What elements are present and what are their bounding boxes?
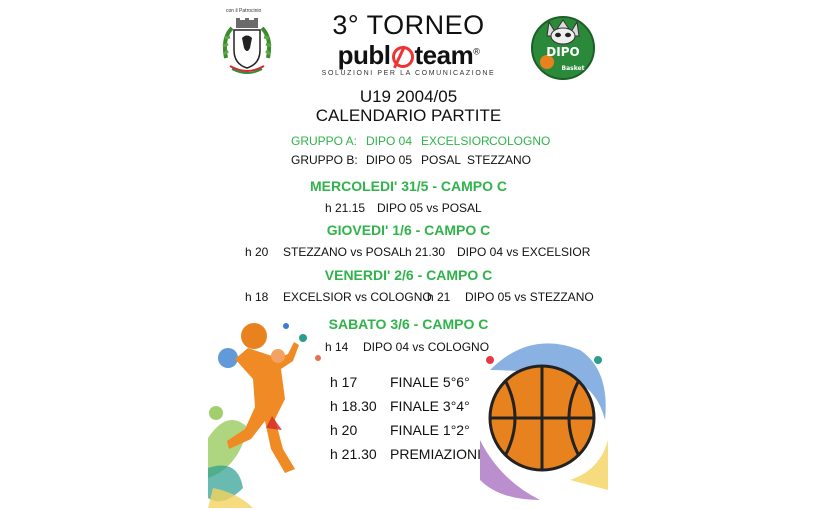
club-logo-sub: Basket [561,65,585,72]
match-time: h 20 [245,245,269,259]
match-time: h 18 [245,290,269,304]
match-teams: DIPO 04 vs EXCELSIOR [457,245,591,259]
match-time: h 21.15 [325,201,366,215]
match-time: h 21 [427,290,451,304]
group-a-label: GRUPPO A: [291,134,358,148]
final-time: h 21.30 [330,446,377,462]
club-logo-icon [529,14,597,80]
final-time: h 20 [330,422,358,438]
group-a-team: EXCELSIOR [421,134,490,148]
group-b-team: DIPO 05 [366,153,413,167]
match-teams: STEZZANO vs POSAL [283,245,406,259]
crest-caption: con il Patrocinio [226,8,262,14]
match-teams: EXCELSIOR vs COLOGNO [283,290,432,304]
day-heading: MERCOLEDI' 31/5 - CAMPO C [309,178,508,194]
group-b-team: POSAL [421,153,462,167]
group-a-team: DIPO 04 [366,134,413,148]
match-teams: DIPO 05 vs STEZZANO [465,290,594,304]
tournament-title: 3° TORNEO [332,10,485,40]
basketball-ball-illustration [470,330,610,505]
registered-mark: ® [473,46,480,57]
day-heading: GIOVEDI' 1/6 - CAMPO C [326,222,491,238]
group-b-label: GRUPPO B: [291,153,358,167]
day-heading: VENERDI' 2/6 - CAMPO C [324,267,493,283]
sponsor-tagline: SOLUZIONI PER LA COMUNICAZIONE [321,70,496,77]
final-time: h 18.30 [330,398,377,414]
final-time: h 17 [330,374,358,390]
match-time: h 21.30 [405,245,446,259]
sponsor-name-part1: publ [337,40,391,70]
group-b-team: STEZZANO [467,153,532,167]
club-logo-name: DIPO [546,45,580,59]
basketball-player-illustration [208,318,338,510]
match-time: h 14 [325,340,349,354]
schedule-title: CALENDARIO PARTITE [315,106,502,125]
final-label: FINALE 5°6° [390,374,470,390]
day-heading: SABATO 3/6 - CAMPO C [328,316,489,332]
sponsor-logo-glyph [392,46,414,68]
group-a-team: COLOGNO [489,134,551,148]
match-teams: DIPO 05 vs POSAL [377,201,482,215]
category-label: U19 2004/05 [359,87,458,106]
final-label: FINALE 1°2° [390,422,470,438]
sponsor-name-part2: team [414,40,474,70]
final-label: PREMIAZIONI [390,446,482,462]
final-label: FINALE 3°4° [390,398,470,414]
sponsor-logo [0,40,817,71]
match-teams: DIPO 04 vs COLOGNO [363,340,490,354]
